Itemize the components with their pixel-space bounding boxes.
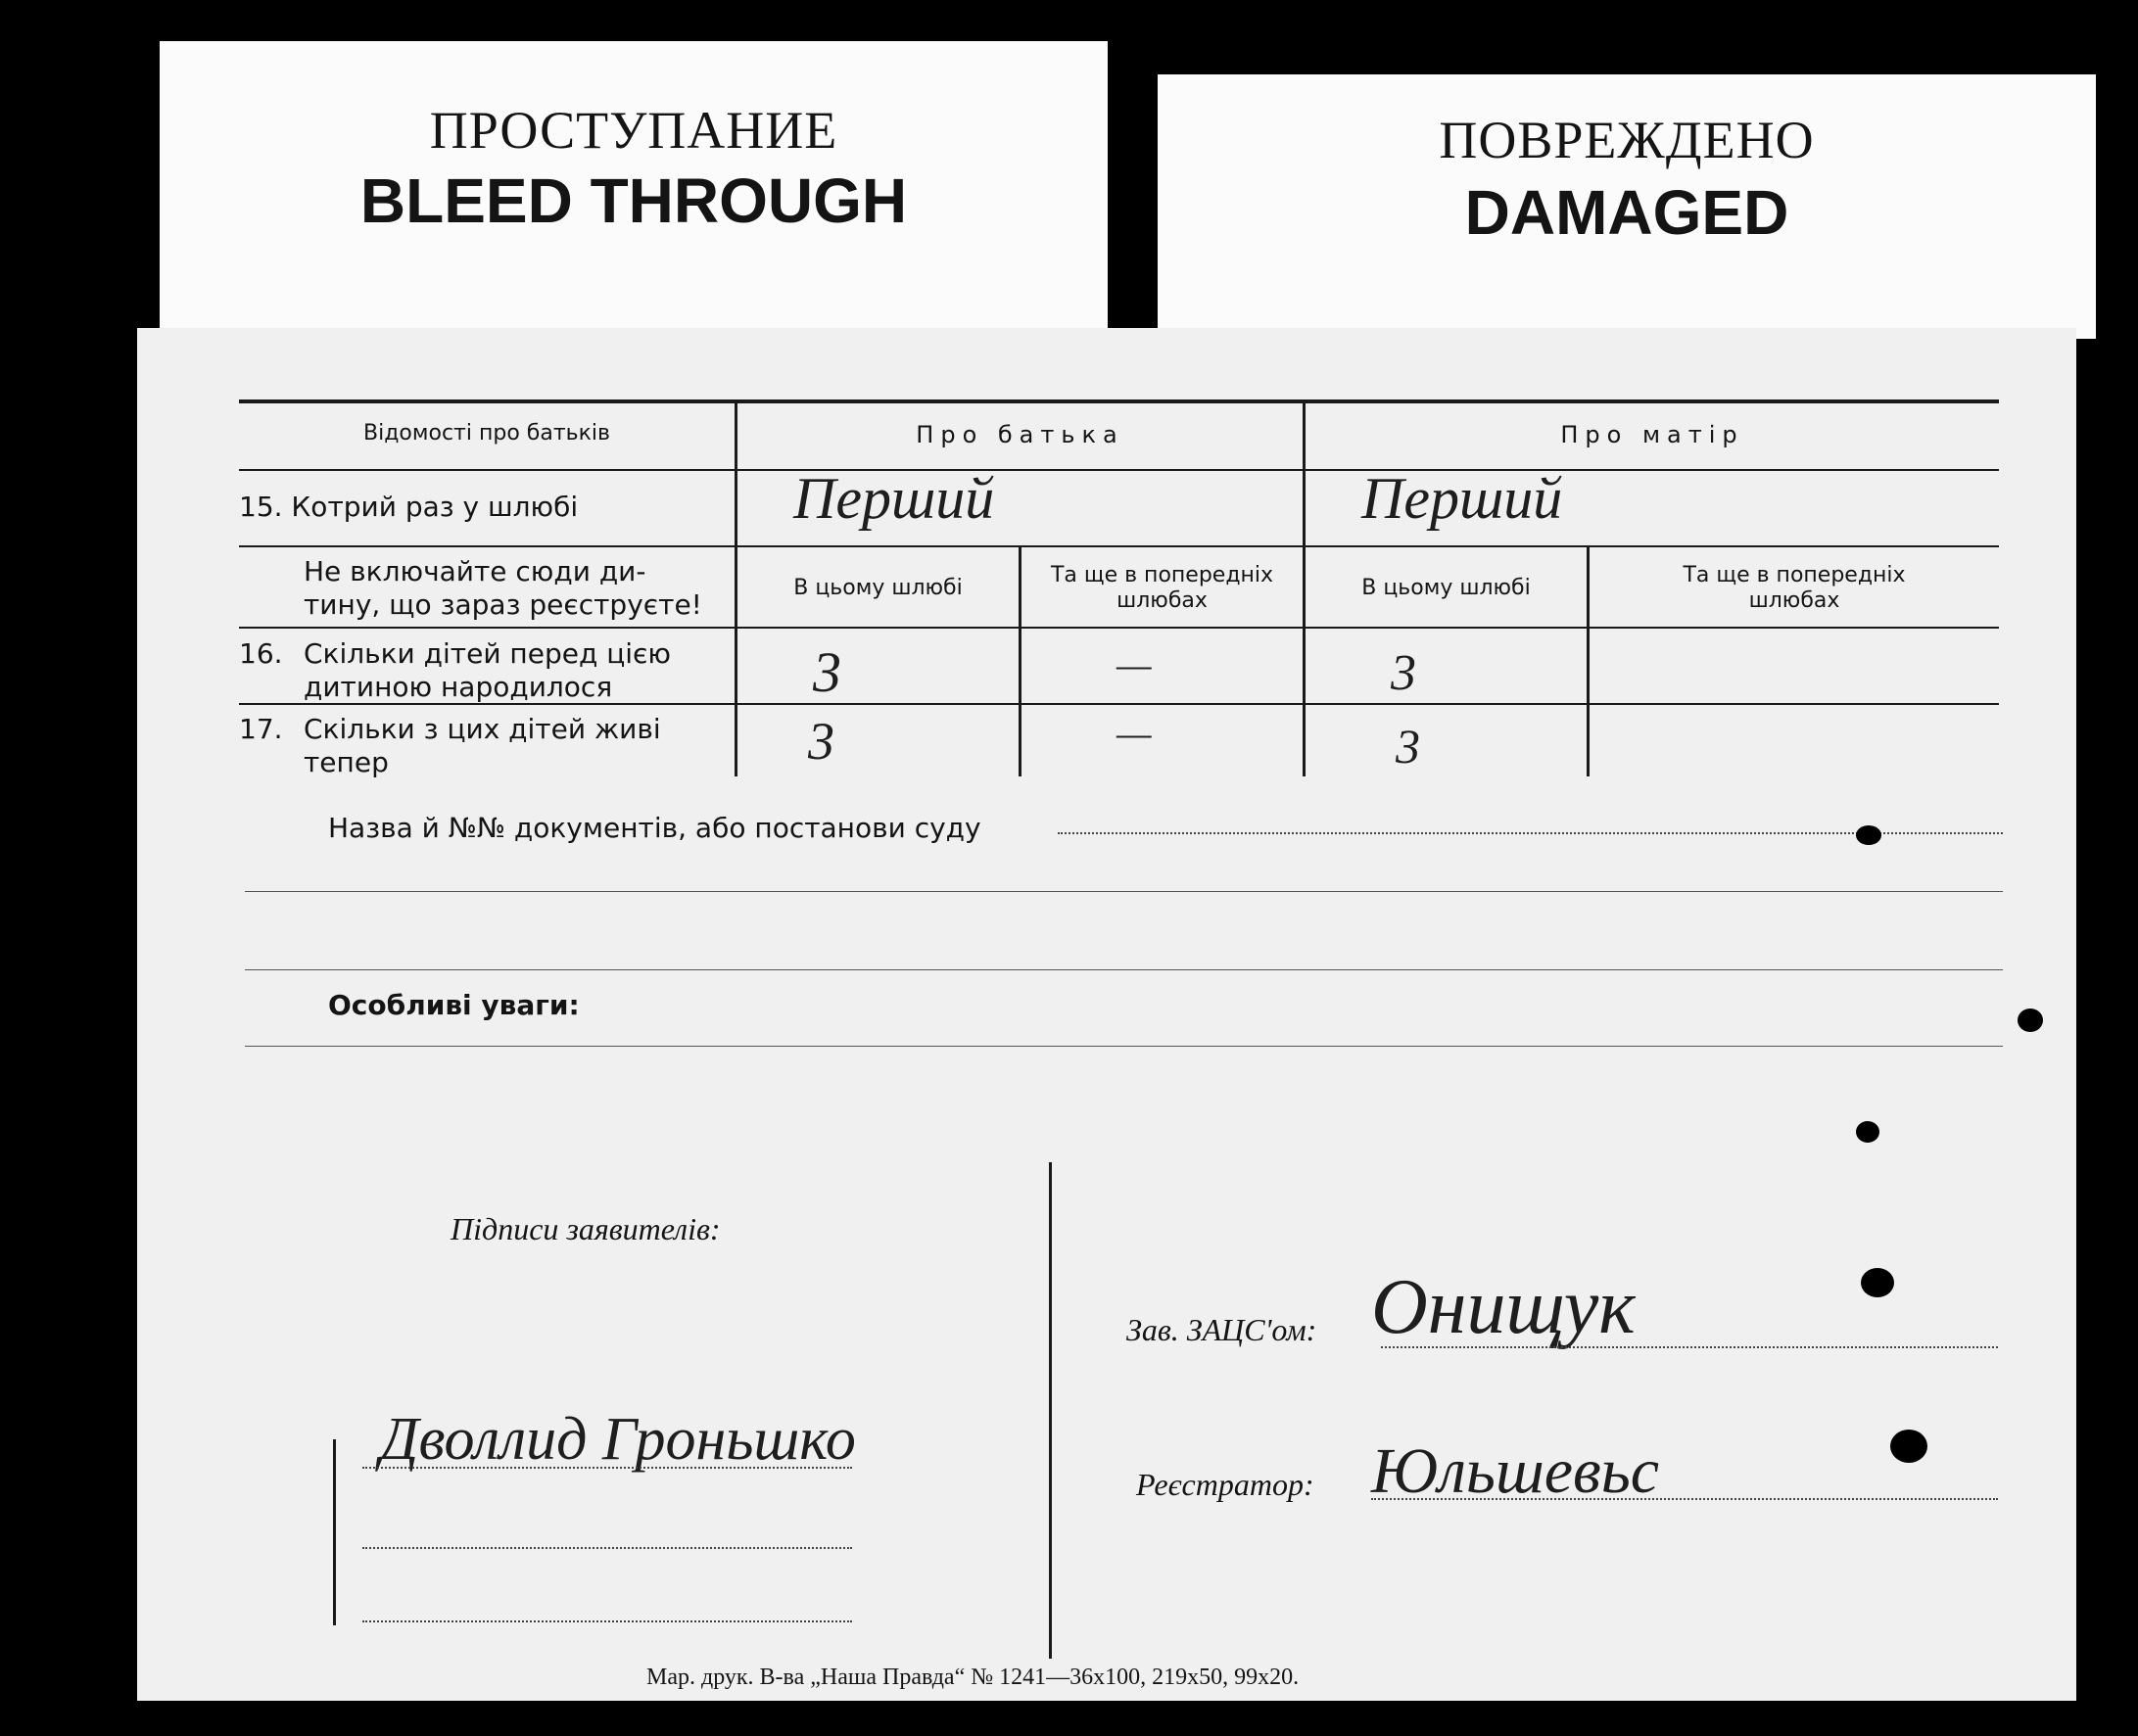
damaged-label-en: DAMAGED (1464, 177, 1789, 248)
head-line (1381, 1346, 1998, 1348)
signature-divider (1049, 1162, 1052, 1659)
row16-line2: дитиною народилося (304, 671, 613, 703)
note-line2: тину, що зараз реєструєте! (304, 588, 702, 621)
documents-line-3 (245, 969, 2003, 970)
row16-father-current: 3 (813, 640, 841, 704)
row17-line2: тепер (304, 746, 389, 778)
damage-hole (1890, 1430, 1927, 1463)
damage-hole (1856, 1121, 1879, 1143)
printer-imprint: Мар. друк. В-ва „Наша Правда“ № 1241—36x100, 219x50, 99x20. (646, 1665, 1300, 1690)
father-previous-header-2: шлюбах (1117, 588, 1208, 613)
applicant-line-1 (362, 1467, 852, 1469)
row17-line1: Скільки з цих дітей живі (304, 713, 661, 745)
remarks-line (245, 1046, 2003, 1047)
damaged-label-ru: ПОВРЕЖДЕНО (1439, 111, 1815, 169)
applicants-label: Підписи заявителів: (451, 1211, 721, 1246)
registrar-line (1371, 1498, 1998, 1500)
registration-form (137, 328, 2076, 1701)
applicant-signature: Дволлид Гроньшко (380, 1406, 856, 1473)
row17-mother-current: 3 (1396, 719, 1420, 774)
remarks-label: Особливі уваги: (328, 989, 580, 1021)
row16-number: 16. (239, 637, 283, 670)
note-rule (239, 627, 1999, 629)
documents-label: Назва й №№ документів, або постанови суду (328, 812, 981, 844)
damage-hole (1856, 825, 1881, 845)
header-rule (239, 469, 1999, 471)
bleed-through-label-en: BLEED THROUGH (359, 165, 908, 236)
documents-line-2 (245, 891, 2003, 892)
damaged-card (1158, 74, 2096, 339)
head-signature: Онищук (1371, 1264, 1636, 1350)
note-line1: Не включайте сюди ди- (304, 555, 646, 587)
header-father: Про батька (916, 421, 1124, 448)
row15-mother-value: Перший (1361, 466, 1563, 531)
row16-mother-current: 3 (1391, 645, 1416, 701)
row15-father-value: Перший (793, 466, 995, 531)
header-mother: Про матір (1560, 421, 1744, 448)
father-previous-header-1: Та ще в попередніх (1050, 563, 1274, 587)
row15-rule (239, 545, 1999, 547)
mother-current-header: В цьому шлюбі (1361, 576, 1531, 600)
bleed-through-label-ru: ПРОСТУПАНИЕ (429, 101, 838, 160)
row17-father-previous: — (1117, 711, 1152, 755)
row15-label: 15. Котрий раз у шлюбі (239, 491, 579, 523)
header-parents: Відомості про батьків (363, 421, 610, 446)
mother-previous-header-1: Та ще в попередніх (1683, 563, 1906, 587)
applicant-line-2 (362, 1547, 852, 1549)
registrar-label: Реєстратор: (1136, 1467, 1314, 1502)
applicant-line-3 (362, 1620, 852, 1622)
row16-line1: Скільки дітей перед цією (304, 637, 671, 670)
applicant-bracket (333, 1439, 336, 1625)
row16-rule (239, 703, 1999, 705)
table-top-rule (239, 399, 1999, 403)
father-current-header: В цьому шлюбі (793, 576, 963, 600)
head-label: Зав. ЗАЦС'ом: (1126, 1312, 1317, 1347)
row16-father-previous: — (1117, 642, 1152, 686)
registrar-signature: Юльшевьс (1371, 1435, 1660, 1507)
mother-previous-header-2: шлюбах (1748, 588, 1840, 613)
damage-hole (1861, 1268, 1894, 1297)
row17-number: 17. (239, 713, 283, 745)
bleed-through-card (160, 41, 1108, 335)
row17-father-current: 3 (808, 712, 834, 771)
damage-hole (2018, 1009, 2043, 1032)
